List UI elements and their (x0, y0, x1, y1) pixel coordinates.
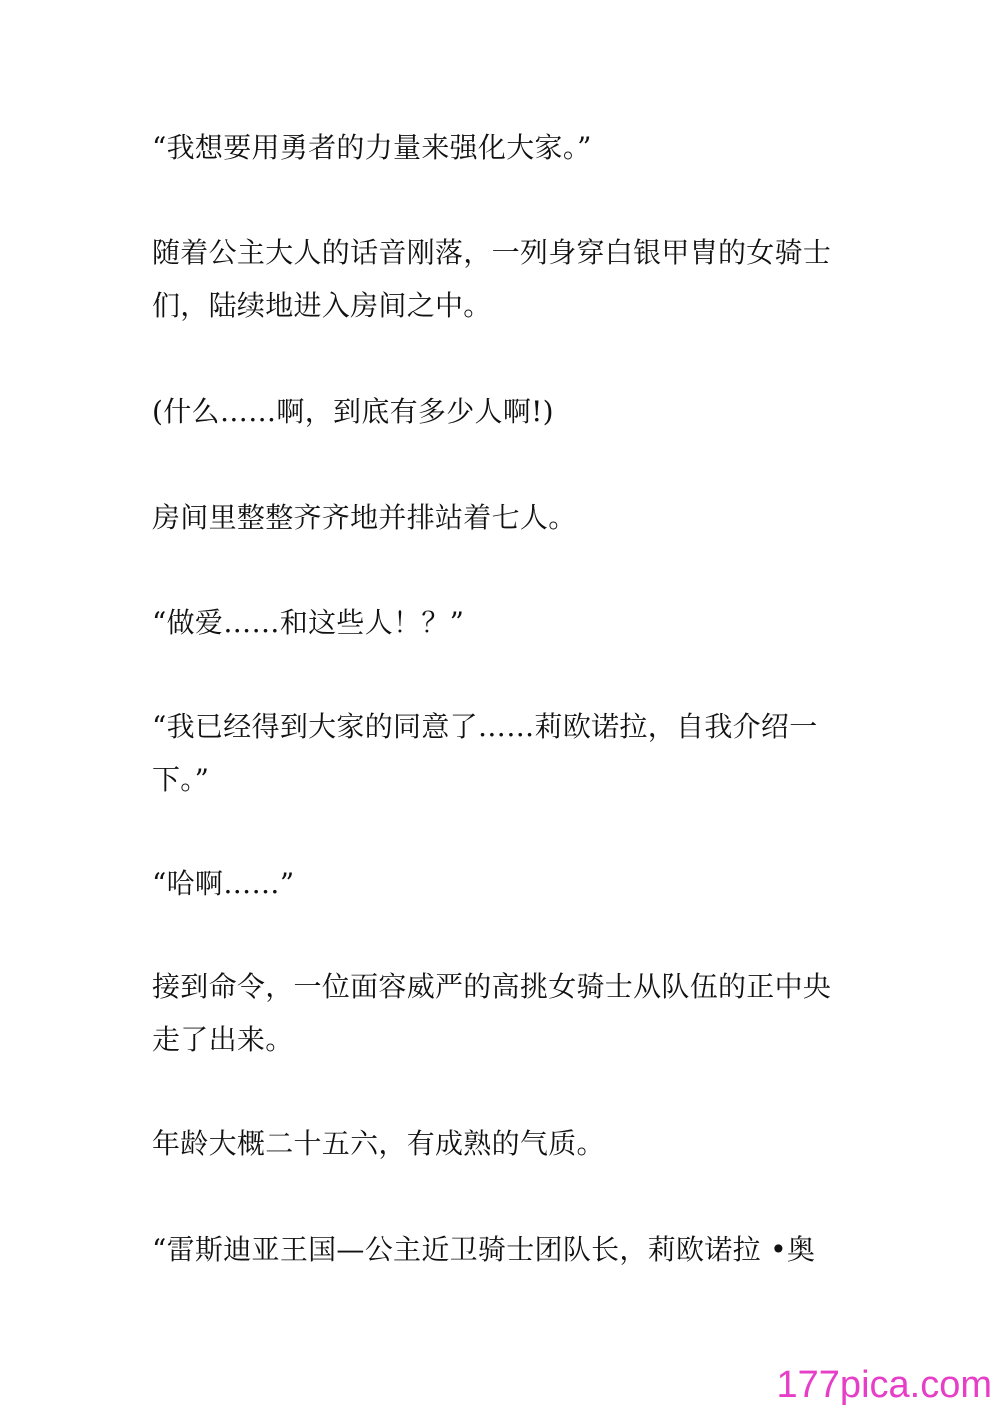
paragraph-9: 年龄大概二十五六，有成熟的气质。 (152, 1127, 605, 1160)
paragraph-3: (什么……啊，到底有多少人啊!) (152, 395, 554, 428)
paragraph-5: “做爱……和这些人！？” (152, 606, 465, 639)
paragraph-2: 随着公主大人的话音刚落，一列身穿白银甲胄的女骑士们，陆续地进入房间之中。 (152, 236, 832, 322)
paragraph-7: “哈啊……” (152, 867, 295, 900)
paragraph-4: 房间里整整齐齐地并排站着七人。 (152, 501, 577, 534)
paragraph-6: “我已经得到大家的同意了……莉欧诺拉，自我介绍一下。” (152, 710, 818, 796)
paragraph-10: “雷斯迪亚王国—公主近卫骑士团队长，莉欧诺拉 •奥 (152, 1233, 816, 1266)
site-watermark: 177pica.com (776, 1364, 992, 1406)
paragraph-1: “我想要用勇者的力量来强化大家。” (152, 131, 592, 164)
paragraph-8: 接到命令，一位面容威严的高挑女骑士从队伍的正中央走了出来。 (152, 970, 832, 1056)
